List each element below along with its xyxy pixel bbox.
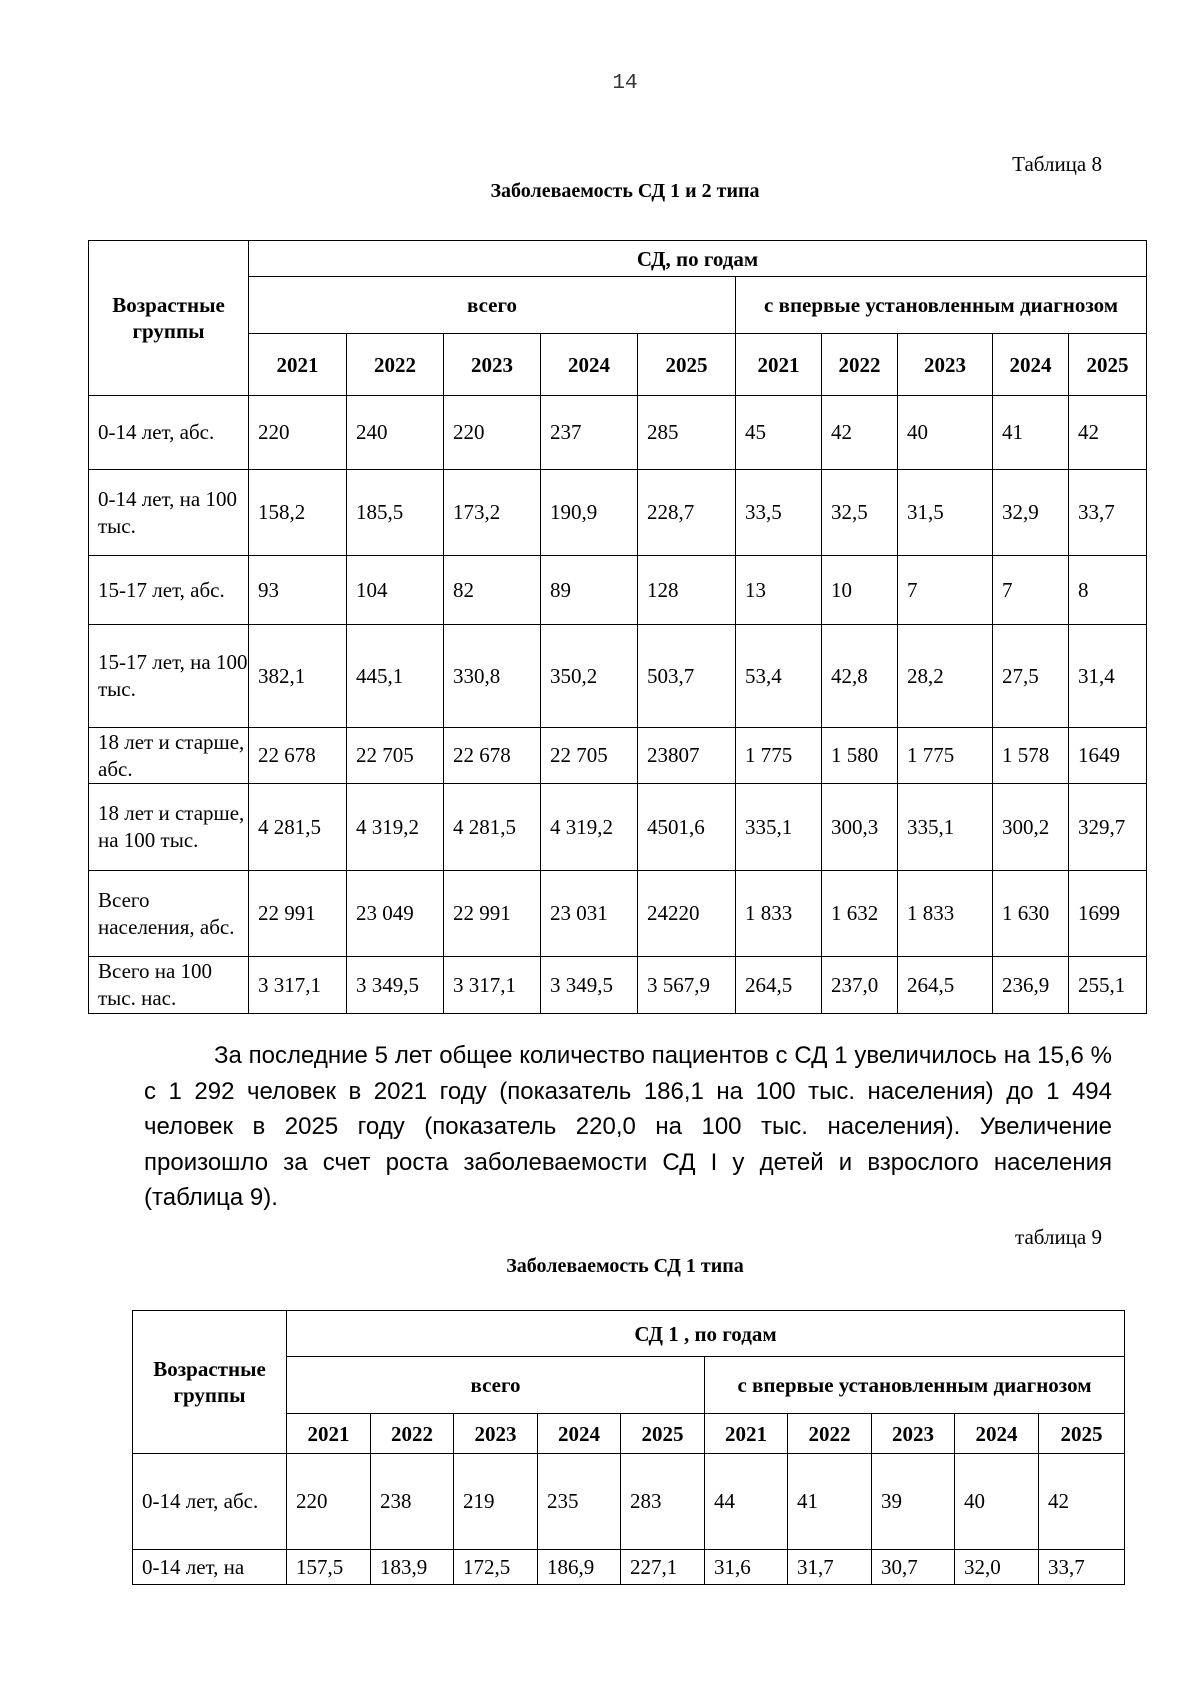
table-cell: 220 xyxy=(444,396,541,470)
table-cell: 23807 xyxy=(638,728,736,784)
table-cell: 53,4 xyxy=(736,625,822,728)
table-cell: 190,9 xyxy=(541,470,638,556)
table-cell: 350,2 xyxy=(541,625,638,728)
row-label: 0-14 лет, на xyxy=(133,1550,287,1585)
table-cell: 42,8 xyxy=(822,625,898,728)
table9-year-header: 2023 xyxy=(454,1414,538,1454)
table-cell: 264,5 xyxy=(736,957,822,1014)
table9 xyxy=(132,1310,1125,1585)
table-cell: 23 049 xyxy=(347,871,444,957)
table-row xyxy=(133,1454,1125,1550)
table-cell: 1 775 xyxy=(898,728,993,784)
table-cell: 255,1 xyxy=(1069,957,1147,1014)
table-cell: 40 xyxy=(955,1454,1039,1550)
table-row xyxy=(89,957,1147,1014)
table-cell: 104 xyxy=(347,556,444,625)
table-cell: 445,1 xyxy=(347,625,444,728)
table-cell: 237 xyxy=(541,396,638,470)
row-label: Всего населения, абс. xyxy=(89,871,249,957)
table-cell: 44 xyxy=(705,1454,788,1550)
table9-year-header: 2022 xyxy=(788,1414,872,1454)
table-cell: 3 567,9 xyxy=(638,957,736,1014)
table-cell: 22 705 xyxy=(347,728,444,784)
table-cell: 186,9 xyxy=(538,1550,621,1585)
table-cell: 93 xyxy=(249,556,347,625)
table-cell: 22 678 xyxy=(249,728,347,784)
table-cell: 31,5 xyxy=(898,470,993,556)
table-cell: 33,7 xyxy=(1069,470,1147,556)
table-cell: 4 319,2 xyxy=(541,784,638,871)
row-label: 18 лет и старше, на 100 тыс. xyxy=(89,784,249,871)
table-cell: 32,0 xyxy=(955,1550,1039,1585)
table-cell: 42 xyxy=(822,396,898,470)
table-cell: 283 xyxy=(621,1454,705,1550)
table-cell: 219 xyxy=(454,1454,538,1550)
table-cell: 300,3 xyxy=(822,784,898,871)
table-cell: 128 xyxy=(638,556,736,625)
table-cell: 39 xyxy=(872,1454,955,1550)
table-cell: 89 xyxy=(541,556,638,625)
table-cell: 157,5 xyxy=(287,1550,371,1585)
row-label: 15-17 лет, абс. xyxy=(89,556,249,625)
table-cell: 1 833 xyxy=(736,871,822,957)
table-cell: 235 xyxy=(538,1454,621,1550)
table8-group-title: СД, по годам xyxy=(249,241,1147,277)
table8-year-header: 2022 xyxy=(347,334,444,396)
body-paragraph xyxy=(144,1038,1112,1216)
row-label: 0-14 лет, абс. xyxy=(89,396,249,470)
table-cell: 30,7 xyxy=(872,1550,955,1585)
table-row xyxy=(89,728,1147,784)
table-cell: 31,4 xyxy=(1069,625,1147,728)
table9-year-header: 2022 xyxy=(371,1414,454,1454)
table8-total-header: всего xyxy=(249,277,736,334)
table-cell: 236,9 xyxy=(993,957,1069,1014)
table-cell: 330,8 xyxy=(444,625,541,728)
table8-year-header: 2022 xyxy=(822,334,898,396)
table-cell: 22 678 xyxy=(444,728,541,784)
row-label: 0-14 лет, абс. xyxy=(133,1454,287,1550)
table-row xyxy=(89,556,1147,625)
table-cell: 3 317,1 xyxy=(249,957,347,1014)
table-cell: 23 031 xyxy=(541,871,638,957)
table-cell: 228,7 xyxy=(638,470,736,556)
table-cell: 33,7 xyxy=(1039,1550,1125,1585)
table-cell: 158,2 xyxy=(249,470,347,556)
table-cell: 32,9 xyxy=(993,470,1069,556)
row-label: 18 лет и старше, абс. xyxy=(89,728,249,784)
table-cell: 1 632 xyxy=(822,871,898,957)
page-number: 14 xyxy=(612,72,638,95)
table-cell: 4 319,2 xyxy=(347,784,444,871)
table-cell: 31,6 xyxy=(705,1550,788,1585)
table9-new-header: с впервые установленным диагнозом xyxy=(705,1357,1125,1414)
table-cell: 335,1 xyxy=(736,784,822,871)
table-cell: 3 317,1 xyxy=(444,957,541,1014)
table-cell: 7 xyxy=(898,556,993,625)
row-label: 0-14 лет, на 100 тыс. xyxy=(89,470,249,556)
table9-total-header: всего xyxy=(287,1357,705,1414)
table9-group-title: СД 1 , по годам xyxy=(287,1311,1125,1357)
table-cell: 40 xyxy=(898,396,993,470)
table-row xyxy=(133,1550,1125,1585)
table8-new-header: с впервые установленным диагнозом xyxy=(736,277,1147,334)
table-cell: 27,5 xyxy=(993,625,1069,728)
table-cell: 45 xyxy=(736,396,822,470)
table-cell: 1 630 xyxy=(993,871,1069,957)
table-cell: 335,1 xyxy=(898,784,993,871)
table-cell: 33,5 xyxy=(736,470,822,556)
table8-year-header: 2024 xyxy=(993,334,1069,396)
table-cell: 10 xyxy=(822,556,898,625)
table9-year-header: 2025 xyxy=(621,1414,705,1454)
table-cell: 4 281,5 xyxy=(444,784,541,871)
body-paragraph-text: За последние 5 лет общее количество пациентов с СД 1 увеличилось на 15,6 % с 1 292 человек в 2021 году (показатель 186,1 на 100 тыс. населения) до 1 494 человек в 2025 году (показатель 220,0 на 100 тыс. населения). Увеличение произошло за счет роста заболеваемости СД I у детей и взрослого населения (таблица 9). xyxy=(144,1042,1112,1211)
table9-title: Заболеваемость СД 1 типа xyxy=(506,1255,744,1277)
table-row xyxy=(89,871,1147,957)
table8-label: Таблица 8 xyxy=(1012,152,1102,176)
table9-year-header: 2024 xyxy=(538,1414,621,1454)
table-row xyxy=(89,625,1147,728)
table-row xyxy=(89,470,1147,556)
table-cell: 382,1 xyxy=(249,625,347,728)
table-cell: 42 xyxy=(1069,396,1147,470)
table-cell: 227,1 xyxy=(621,1550,705,1585)
table-cell: 1649 xyxy=(1069,728,1147,784)
table-cell: 7 xyxy=(993,556,1069,625)
table-cell: 22 705 xyxy=(541,728,638,784)
table-cell: 237,0 xyxy=(822,957,898,1014)
table9-year-header: 2025 xyxy=(1039,1414,1125,1454)
table9-year-header: 2023 xyxy=(872,1414,955,1454)
table-cell: 329,7 xyxy=(1069,784,1147,871)
table-cell: 220 xyxy=(249,396,347,470)
table8-year-header: 2021 xyxy=(736,334,822,396)
table-cell: 264,5 xyxy=(898,957,993,1014)
table-cell: 1 775 xyxy=(736,728,822,784)
table-cell: 3 349,5 xyxy=(541,957,638,1014)
table9-year-header: 2021 xyxy=(287,1414,371,1454)
table8-year-header: 2025 xyxy=(1069,334,1147,396)
table-cell: 183,9 xyxy=(371,1550,454,1585)
table-cell: 42 xyxy=(1039,1454,1125,1550)
table-cell: 3 349,5 xyxy=(347,957,444,1014)
table-cell: 238 xyxy=(371,1454,454,1550)
table-cell: 32,5 xyxy=(822,470,898,556)
table-cell: 13 xyxy=(736,556,822,625)
table-cell: 220 xyxy=(287,1454,371,1550)
table8-year-header: 2023 xyxy=(444,334,541,396)
table-cell: 8 xyxy=(1069,556,1147,625)
table-cell: 1 580 xyxy=(822,728,898,784)
row-label: 15-17 лет, на 100 тыс. xyxy=(89,625,249,728)
table-cell: 1 578 xyxy=(993,728,1069,784)
table8-year-header: 2021 xyxy=(249,334,347,396)
table-cell: 4501,6 xyxy=(638,784,736,871)
table-cell: 28,2 xyxy=(898,625,993,728)
table-cell: 82 xyxy=(444,556,541,625)
table-cell: 31,7 xyxy=(788,1550,872,1585)
table-cell: 24220 xyxy=(638,871,736,957)
table8-year-header: 2025 xyxy=(638,334,736,396)
table9-year-header: 2024 xyxy=(955,1414,1039,1454)
table-cell: 1 833 xyxy=(898,871,993,957)
table-cell: 4 281,5 xyxy=(249,784,347,871)
table8-age-groups-header: Возрастные группы xyxy=(89,241,249,396)
table-cell: 41 xyxy=(788,1454,872,1550)
table9-year-header: 2021 xyxy=(705,1414,788,1454)
row-label: Всего на 100 тыс. нас. xyxy=(89,957,249,1014)
table9-age-groups-header: Возрастные группы xyxy=(133,1311,287,1454)
table-cell: 22 991 xyxy=(249,871,347,957)
table-cell: 503,7 xyxy=(638,625,736,728)
table-cell: 173,2 xyxy=(444,470,541,556)
table-cell: 22 991 xyxy=(444,871,541,957)
table-row xyxy=(89,396,1147,470)
table-cell: 41 xyxy=(993,396,1069,470)
table-cell: 1699 xyxy=(1069,871,1147,957)
table8 xyxy=(88,240,1147,1014)
table-cell: 300,2 xyxy=(993,784,1069,871)
table8-year-header: 2023 xyxy=(898,334,993,396)
table8-year-header: 2024 xyxy=(541,334,638,396)
table-cell: 185,5 xyxy=(347,470,444,556)
table-cell: 172,5 xyxy=(454,1550,538,1585)
table9-label: таблица 9 xyxy=(1015,1225,1102,1249)
table-row xyxy=(89,784,1147,871)
table-cell: 240 xyxy=(347,396,444,470)
table8-title: Заболеваемость СД 1 и 2 типа xyxy=(490,180,760,202)
table-cell: 285 xyxy=(638,396,736,470)
